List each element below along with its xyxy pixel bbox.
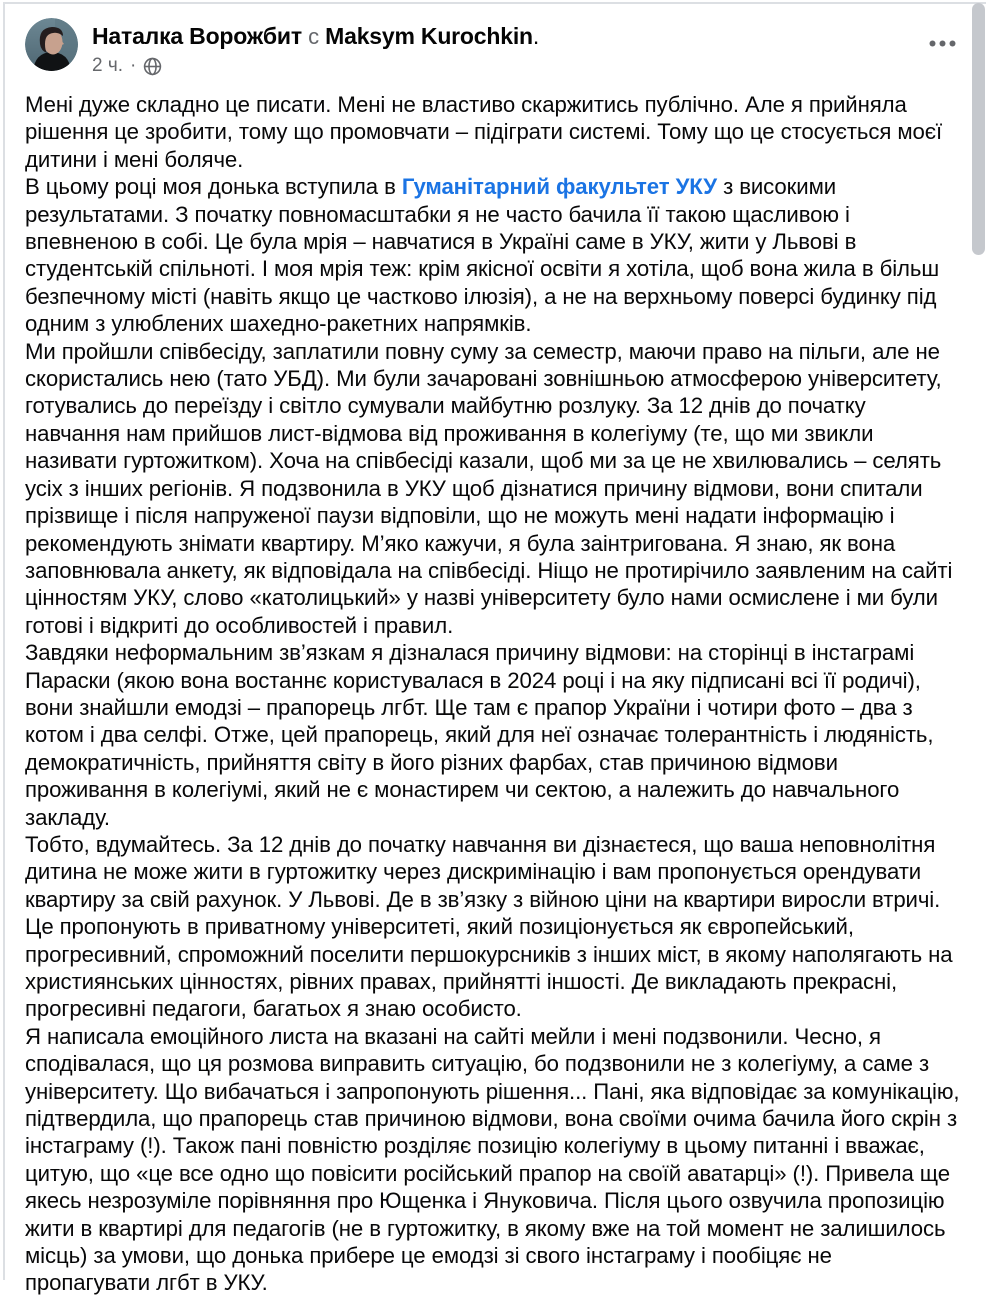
post-paragraph xyxy=(25,831,962,1023)
post-timestamp[interactable]: 2 ч. xyxy=(92,55,123,77)
post-body xyxy=(25,91,962,1297)
post-text: з високими результатами. З початку повномасштабки я не часто бачила її такою щасливою і впевненою в собі. Це була мрія – навчатися в Україні саме в УКУ, жити у Львові в студентській спільноті. І моя мрія теж: крім якісної освіти я хотіла, щоб вона жила в більш безпечному місті (навіть якщо це частково ілюзія), а не на верхньому поверсі будинку під одним з улюблених шахедно-ракетних напрямків. xyxy=(25,174,939,336)
post-paragraph xyxy=(25,1023,962,1297)
post-meta xyxy=(92,55,539,77)
post-byline xyxy=(92,23,539,50)
post-paragraph xyxy=(25,91,962,173)
post-link[interactable]: Гуманітарний факультет УКУ xyxy=(402,174,717,199)
header-text-block xyxy=(92,18,539,77)
byline-suffix: . xyxy=(533,23,539,49)
post-paragraph xyxy=(25,639,962,831)
post-text: Мені дуже складно це писати. Мені не властиво скаржитись публічно. Але я прийняла рішення це зробити, тому що промовчати – підіграти системі. Тому що це стосується моєї дитини і мені боляче. xyxy=(25,92,942,172)
globe-privacy-icon xyxy=(143,57,162,76)
post-text: Ми пройшли співбесіду, заплатили повну суму за семестр, маючи право на пільги, але не скористались нею (тато УБД). Ми були зачаровані зовнішньою атмосферою університету, готувались до переїзду і світло сумували майбутню розлуку. За 12 днів до початку навчання нам прийшов лист-відмова від проживання в колегіуму (те, що ми звикли називати гуртожитком). Хоча на співбесіді казали, щоб ми за це не хвилювались – селять усіх з інших регіонів. Я подзвонила в УКУ щоб дізнатися причину відмови, вони спитали прізвище і після напруженої паузи відповіли, що не можуть мені надати інформацію і рекомендують знімати квартиру. М’яко кажучи, я була заінтригована. Я знаю, як вона заповнювала анкету, як відповідала на співбесіді. Ніщо не протирічило заявленим на сайті цінностям УКУ, слово «католицький» у назві університету було нами осмислене і ми були готові і відкриті до особливостей і правил. xyxy=(25,339,952,638)
author-name-primary[interactable]: Наталка Ворожбит xyxy=(92,23,302,49)
card-border-top xyxy=(3,2,986,4)
post-menu-button[interactable] xyxy=(922,24,962,60)
post-text: Тобто, вдумайтесь. За 12 днів до початку навчання ви дізнаєтеся, що ваша неповнолітня дитина не може жити в гуртожитку через дискримінацію і вам пропонується орендувати квартиру за свій рахунок. У Львові. Де в зв’язку з війною ціни на квартири виросли втричі. Це пропонують в приватному університеті, який позиціонується як європейський, прогресивний, спроможний поселити першокурсників з інших міст, в якому наполягають на християнських цінностях, рівних правах, прийнятті іншості. Де викладають прекрасні, прогресивні педагоги, багатьох я знаю особисто. xyxy=(25,832,953,1021)
post-text: Я написала емоційного листа на вказані на сайті мейли і мені подзвонили. Чесно, я сподівалася, що ця розмова виправить ситуацію, бо подзвонили не з колегіуму, а саме з університету. Що вибачаться і запропонують рішення... Пані, яка відповідає за комунікацію, підтвердила, що прапорець став причиною відмови, вона своїми очима бачила його скрін з інстаграму (!). Також пані повністю розділяє позицію колегіуму в цьому питанні і вважає, цитую, що «це все одно що повісити російський прапор на своїй аватарці» (!). Привела ще якесь незрозуміле порівняння про Ющенка і Януковича. Після цього озвучила пропозицію жити в квартирі для педагогів (не в гуртожитку, в якому вже на той момент не залишилось місць) за умови, що донька прибере це емодзі зі свого інстаграму і пообіцяє не пропагувати лгбт в УКУ. xyxy=(25,1024,959,1296)
ellipsis-icon xyxy=(929,35,956,50)
avatar[interactable] xyxy=(25,18,78,71)
post-paragraph xyxy=(25,173,962,337)
post-text: Завдяки неформальним зв’язкам я дізналася причину відмови: на сторінці в інстаграмі Параски (якою вона востаннє користувалася в 2024 році і на яку підписані всі її родичі), вони знайшли емодзі – прапорець лгбт. Ще там є прапор України і чотири фото – два з котом і два селфі. Отже, цей прапорець, який для неї означає толерантність і людяність, демократичність, прийняття світу в його різних фарбах, став причиною відмови проживання в колегіумі, який не є монастирем чи сектою, а належить до навчального закладу. xyxy=(25,640,933,829)
post-paragraph xyxy=(25,338,962,639)
scrollbar-thumb[interactable] xyxy=(972,3,985,255)
card-border-left xyxy=(3,2,5,1280)
post-header xyxy=(25,18,539,77)
profile-photo-icon xyxy=(25,18,78,71)
author-name-secondary[interactable]: Maksym Kurochkin xyxy=(325,23,533,49)
byline-connector: с xyxy=(308,24,319,49)
meta-separator: · xyxy=(130,55,136,77)
post-text: В цьому році моя донька вступила в xyxy=(25,174,402,199)
